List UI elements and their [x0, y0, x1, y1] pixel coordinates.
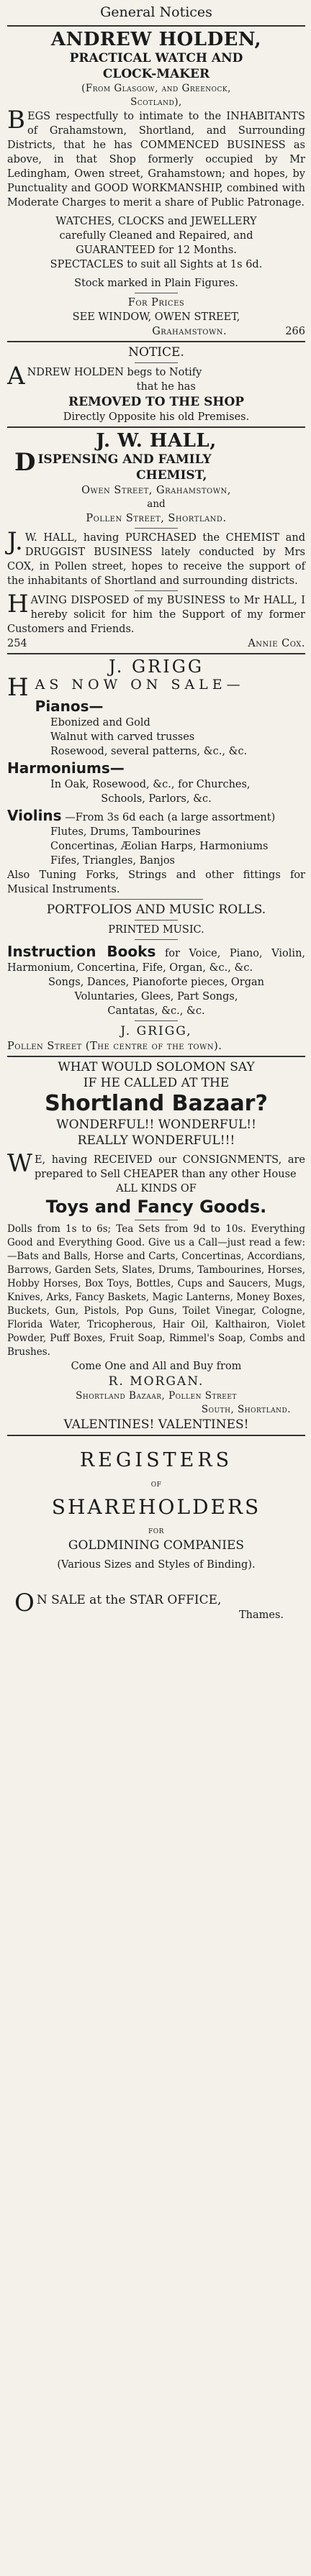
- grigg-violins: Violins: [7, 807, 62, 824]
- bazaar-question-line2: IF HE CALLED AT THE: [83, 1076, 230, 1090]
- holden-trade-line1: PRACTICAL WATCH AND: [69, 51, 243, 65]
- holden-window: SEE WINDOW, OWEN STREET,: [72, 311, 240, 323]
- notice-advert: [7, 344, 305, 424]
- hall-trade-line1: DISPENSING AND FAMILY: [14, 448, 212, 477]
- bazaar-body: WE, having RECEIVED our CONSIGNMENTS, are prepared to Sell CHEAPER than any other House: [7, 1149, 305, 1180]
- bazaar-dolls: Dolls from 1s to 6s; Tea Sets from 9d to 10s. Everything Good and Everything Good. Give us a Call—just read a few:—Bats and Balls, Horse and Carts, Concertinas, Accordians, Barrows, Garden Sets, Slates, Drums, Tambourines, Horses, Hobby Horses, Box Toys, Bottles, Cups and Saucers, Mugs, Knives, Arks, Fancy Baskets, Magic Lanterns, Money Boxes, Buckets, Gun, Pistols, Pop Guns, Toilet Vinegar, Cologne, Florida Water, Tricopherous, Hair Oil, Kalthairon, Violet Powder, Puff Boxes, Fruit Soap, Rimmel's Soap, Combs and Brushes.: [7, 1223, 305, 1358]
- grigg-printed-music: PRINTED MUSIC.: [108, 924, 204, 936]
- registers-title: REGISTERS: [79, 1449, 233, 1471]
- registers-companies: GOLDMINING COMPANIES: [68, 1538, 245, 1553]
- holden-advert: [7, 29, 305, 339]
- grigg-signature: J. GRIGG,: [120, 1024, 192, 1038]
- holden-prices: For Prices: [127, 297, 185, 309]
- bazaar-address-line2: South, Shortland.: [201, 1404, 291, 1415]
- holden-name: ANDREW HOLDEN,: [50, 29, 262, 50]
- holden-origin-line1: (From Glasgow, and Greenock,: [81, 83, 231, 94]
- grigg-portfolios: PORTFOLIOS AND MUSIC ROLLS.: [46, 903, 266, 917]
- divider: [109, 899, 203, 900]
- grigg-advert: [7, 657, 305, 1054]
- divider: [7, 25, 305, 27]
- bazaar-wonderful-line1: WONDERFUL!! WONDERFUL!!: [56, 1118, 256, 1132]
- divider: [7, 653, 305, 654]
- bazaar-toys: Toys and Fancy Goods.: [45, 1197, 267, 1217]
- divider: [135, 528, 178, 529]
- divider: [135, 1020, 178, 1021]
- grigg-tuning: Also Tuning Forks, Strings and other fittings for Musical Instruments.: [7, 869, 305, 895]
- grigg-harmoniums-item: Schools, Parlors, &c.: [101, 793, 212, 805]
- hall-address-line1: Owen Street, Grahamstown,: [81, 485, 231, 496]
- section-header: General Notices: [100, 4, 212, 20]
- grigg-address: Pollen Street (The centre of the town).: [7, 1041, 222, 1052]
- registers-of: of: [150, 1478, 162, 1489]
- hall-advert: [7, 430, 305, 651]
- holden-stock: Stock marked in Plain Figures.: [74, 278, 238, 289]
- hall-address-line2: Pollen Street, Shortland.: [86, 513, 227, 524]
- registers-sizes: (Various Sizes and Styles of Binding).: [57, 1559, 256, 1571]
- bazaar-name: Shortland Bazaar?: [45, 1091, 268, 1116]
- divider: [7, 341, 305, 342]
- notice-title: NOTICE.: [128, 345, 184, 360]
- grigg-instruction: Instruction Books: [7, 943, 156, 960]
- holden-origin-line2: Scotland),: [130, 96, 182, 108]
- grigg-violins-item: Fifes, Triangles, Banjos: [50, 855, 175, 867]
- grigg-pianos-item: Walnut with carved trusses: [50, 731, 195, 743]
- grigg-instruction-text: for Voice, Piano, Violin, Harmonium, Concertina, Fife, Organ, &c., &c.: [7, 948, 306, 974]
- registers-for: for: [148, 1525, 164, 1536]
- grigg-violins-text: —From 3s 6d each (a large assortment): [65, 812, 276, 823]
- grigg-harmoniums: Harmoniums—: [7, 759, 125, 777]
- divider: [7, 1056, 305, 1057]
- holden-body: BEGS respectfully to intimate to the INHABITANTS of Grahamstown, Shortland, and Surrounding Districts, that he has COMMENCED BUSINESS as above, in that Shop formerly occupied by Mr Ledingham, Owen street, Grahamstown; and hopes, by Punctuality and GOOD WORKMANSHIP, combined with Moderate Charges to merit a share of Public Patronage.: [7, 106, 305, 209]
- cox-number: 254: [7, 638, 27, 649]
- hall-address-and: and: [147, 498, 166, 510]
- bazaar-wonderful-line2: REALLY WONDERFUL!!!: [77, 1133, 235, 1148]
- holden-number: 266: [285, 326, 305, 337]
- grigg-sale: HAS NOW ON SALE—: [7, 673, 245, 702]
- grigg-pianos-item: Rosewood, several patterns, &c., &c.: [50, 746, 248, 757]
- cox-signature: Annie Cox.: [248, 638, 305, 649]
- divider: [7, 1435, 305, 1436]
- grigg-harmoniums-item: In Oak, Rosewood, &c., for Churches,: [50, 779, 251, 790]
- grigg-name: J. GRIGG: [108, 657, 204, 677]
- bazaar-morgan: R. MORGAN.: [108, 1374, 204, 1389]
- grigg-pianos: Pianos—: [35, 698, 104, 715]
- grigg-songs-line1: Songs, Dances, Pianoforte pieces, Organ: [48, 977, 264, 988]
- divider: [7, 426, 305, 428]
- registers-advert: [7, 1438, 305, 1622]
- holden-watches-line2: carefully Cleaned and Repaired, and: [59, 230, 253, 242]
- bazaar-advert: [7, 1059, 305, 1433]
- holden-watches-line1: WATCHES, CLOCKS and JEWELLERY: [55, 216, 257, 227]
- registers-sale: ON SALE at the STAR OFFICE,: [14, 1589, 222, 1617]
- hall-name: J. W. HALL,: [96, 430, 217, 452]
- divider: [135, 590, 178, 591]
- divider: [135, 939, 178, 940]
- bazaar-question-line1: WHAT WOULD SOLOMON SAY: [58, 1060, 255, 1074]
- bazaar-address-line1: Shortland Bazaar, Pollen Street: [76, 1390, 237, 1402]
- divider: [135, 920, 178, 921]
- grigg-violins-item: Concertinas, Æolian Harps, Harmoniums: [50, 841, 269, 852]
- holden-trade-line2: CLOCK-MAKER: [102, 67, 210, 81]
- registers-shareholders: SHAREHOLDERS: [51, 1495, 261, 1519]
- notice-line2: that he has: [136, 381, 196, 393]
- notice-line1: ANDREW HOLDEN begs to Notify: [7, 362, 202, 390]
- grigg-violins-item: Flutes, Drums, Tambourines: [50, 826, 201, 838]
- registers-thames: Thames.: [238, 1609, 284, 1621]
- grigg-pianos-item: Ebonized and Gold: [50, 717, 150, 729]
- holden-place: Grahamstown.: [152, 326, 227, 337]
- cox-body: HAVING DISPOSED of my BUSINESS to Mr HALL, I hereby solicit for him the Support of my former Customers and Friends.: [7, 590, 305, 635]
- bazaar-kinds: ALL KINDS OF: [116, 1183, 197, 1195]
- notice-line3: REMOVED TO THE SHOP: [68, 395, 245, 409]
- grigg-songs-line3: Cantatas, &c., &c.: [107, 1005, 205, 1017]
- divider: [135, 362, 178, 363]
- bazaar-come: Come One and All and Buy from: [71, 1361, 242, 1372]
- hall-trade-line2: CHEMIST,: [136, 468, 207, 483]
- notice-line4: Directly Opposite his old Premises.: [63, 411, 250, 423]
- hall-body: J.W. HALL, having PURCHASED the CHEMIST and DRUGGIST BUSINESS lately conducted by Mrs COX, in Pollen street, hopes to receive the support of the inhabitants of Shortland and surrounding districts.: [7, 527, 305, 587]
- grigg-songs-line2: Voluntaries, Glees, Part Songs,: [74, 991, 238, 1002]
- holden-watches-line3: GUARANTEED for 12 Months.: [76, 245, 237, 256]
- holden-spectacles: SPECTACLES to suit all Sights at 1s 6d.: [50, 259, 263, 270]
- bazaar-valentines: VALENTINES! VALENTINES!: [63, 1417, 249, 1432]
